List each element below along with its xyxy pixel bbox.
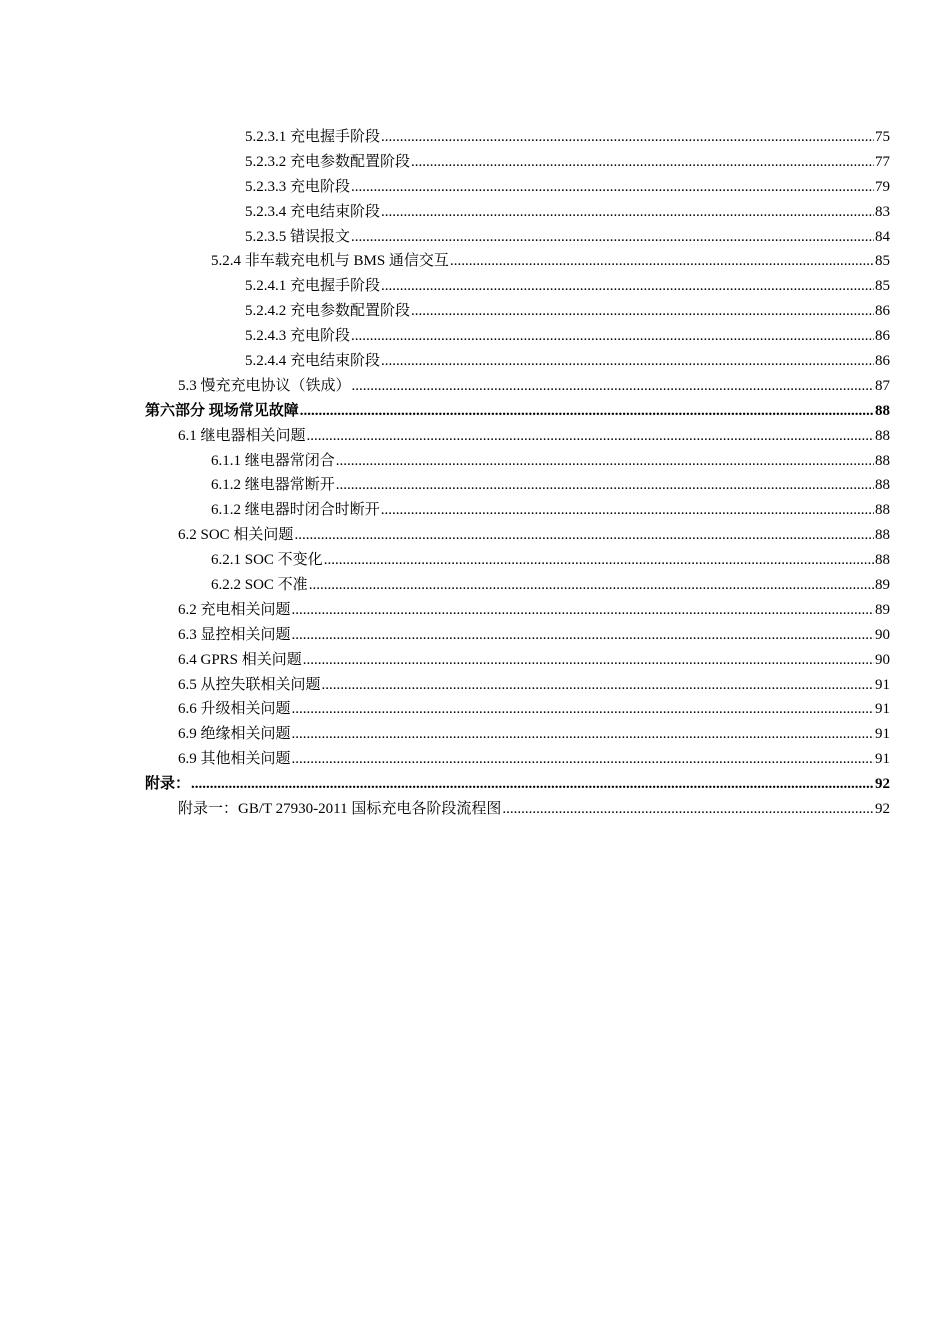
toc-dot-leader [381, 200, 874, 225]
toc-entry-page-number: 88 [875, 527, 890, 544]
toc-entry-title: 6.5 从控失联相关问题 [178, 676, 321, 693]
toc-entry[interactable] [145, 648, 890, 673]
toc-dot-leader [292, 747, 874, 772]
toc-dot-leader [381, 498, 874, 523]
toc-entry[interactable] [145, 399, 890, 424]
toc-dot-leader [324, 548, 874, 573]
toc-entry[interactable] [145, 324, 890, 349]
toc-entry-page-number: 88 [875, 552, 890, 569]
toc-dot-leader [450, 249, 874, 274]
table-of-contents [145, 125, 890, 822]
toc-entry-page-number: 91 [875, 751, 890, 768]
toc-entry[interactable] [145, 424, 890, 449]
toc-entry-page-number: 85 [875, 278, 890, 295]
toc-dot-leader [351, 225, 874, 250]
toc-dot-leader [292, 623, 874, 648]
toc-entry[interactable] [145, 673, 890, 698]
toc-entry[interactable] [145, 772, 890, 797]
toc-entry-page-number: 88 [875, 427, 890, 444]
toc-dot-leader [351, 324, 874, 349]
toc-entry[interactable] [145, 374, 890, 399]
toc-entry[interactable] [145, 225, 890, 250]
toc-entry-page-number: 88 [875, 452, 890, 469]
toc-entry-page-number: 88 [875, 502, 890, 519]
toc-entry[interactable] [145, 150, 890, 175]
toc-entry-page-number: 90 [875, 626, 890, 643]
toc-entry-title: 6.2 充电相关问题 [178, 601, 291, 618]
toc-dot-leader [191, 772, 874, 797]
toc-entry-title: 5.2.3.3 充电阶段 [245, 178, 351, 195]
toc-entry[interactable] [145, 498, 890, 523]
toc-entry-title: 5.2.4.4 充电结束阶段 [245, 353, 381, 370]
toc-entry[interactable] [145, 349, 890, 374]
toc-entry[interactable] [145, 473, 890, 498]
toc-entry-page-number: 88 [875, 402, 890, 419]
toc-entry-title: 5.2.3.5 错误报文 [245, 228, 351, 245]
toc-dot-leader [381, 274, 874, 299]
toc-entry-title: 5.2.4.1 充电握手阶段 [245, 278, 381, 295]
toc-entry-title: 5.2.4 非车载充电机与 BMS 通信交互 [211, 253, 449, 270]
toc-entry-title: 5.2.4.3 充电阶段 [245, 328, 351, 345]
toc-entry-title: 5.2.4.2 充电参数配置阶段 [245, 303, 411, 320]
toc-entry-page-number: 89 [875, 577, 890, 594]
toc-dot-leader [294, 523, 874, 548]
toc-dot-leader [292, 598, 874, 623]
toc-entry[interactable] [145, 125, 890, 150]
toc-entry-page-number: 91 [875, 701, 890, 718]
toc-entry-title: 6.2.1 SOC 不变化 [211, 552, 323, 569]
toc-dot-leader [336, 449, 874, 474]
toc-entry-page-number: 88 [875, 477, 890, 494]
toc-dot-leader [411, 299, 874, 324]
toc-entry-page-number: 75 [875, 129, 890, 145]
toc-entry-title: 5.2.3.4 充电结束阶段 [245, 203, 381, 220]
toc-entry[interactable] [145, 797, 890, 822]
toc-entry-page-number: 91 [875, 676, 890, 693]
toc-entry-title: 6.2.2 SOC 不准 [211, 577, 308, 594]
toc-entry-page-number: 86 [875, 303, 890, 320]
toc-entry[interactable] [145, 449, 890, 474]
toc-entry-page-number: 91 [875, 726, 890, 743]
toc-entry-page-number: 86 [875, 328, 890, 345]
toc-entry-title: 6.2 SOC 相关问题 [178, 527, 294, 544]
toc-entry[interactable] [145, 598, 890, 623]
toc-entry-title: 5.3 慢充充电协议（铁成） [178, 377, 351, 394]
toc-entry-page-number: 92 [875, 776, 890, 793]
toc-entry-page-number: 90 [875, 651, 890, 668]
toc-entry-title: 6.9 其他相关问题 [178, 751, 291, 768]
toc-dot-leader [303, 648, 874, 673]
toc-entry[interactable] [145, 299, 890, 324]
toc-entry-page-number: 85 [875, 253, 890, 270]
toc-entry[interactable] [145, 249, 890, 274]
toc-entry-page-number: 83 [875, 203, 890, 220]
toc-entry-title: 附录一：GB/T 27930-2011 国标充电各阶段流程图 [178, 801, 502, 818]
toc-entry-page-number: 87 [875, 377, 890, 394]
toc-entry[interactable] [145, 274, 890, 299]
toc-dot-leader [411, 150, 874, 175]
toc-entry-title: 6.9 绝缘相关问题 [178, 726, 291, 743]
toc-dot-leader [351, 175, 874, 200]
toc-entry-title: 附录： [145, 776, 191, 793]
toc-entry-title: 5.2.3.1 充电握手阶段 [245, 129, 381, 145]
toc-entry[interactable] [145, 623, 890, 648]
toc-entry[interactable] [145, 697, 890, 722]
toc-entry-title: 6.1.1 继电器常闭合 [211, 452, 335, 469]
toc-entry-title: 6.1.2 继电器时闭合时断开 [211, 502, 380, 519]
toc-entry-page-number: 77 [875, 153, 890, 170]
toc-dot-leader [381, 125, 874, 150]
toc-entry-page-number: 92 [875, 801, 890, 818]
toc-entry[interactable] [145, 722, 890, 747]
toc-entry-title: 6.1 继电器相关问题 [178, 427, 306, 444]
toc-dot-leader [322, 673, 874, 698]
toc-entry[interactable] [145, 523, 890, 548]
toc-entry-title: 5.2.3.2 充电参数配置阶段 [245, 153, 411, 170]
toc-entry-page-number: 86 [875, 353, 890, 370]
toc-dot-leader [292, 722, 874, 747]
toc-dot-leader [352, 374, 874, 399]
toc-entry-page-number: 89 [875, 601, 890, 618]
toc-dot-leader [502, 797, 874, 822]
toc-dot-leader [300, 399, 874, 424]
toc-entry-title: 6.1.2 继电器常断开 [211, 477, 335, 494]
toc-entry-title: 第六部分 现场常见故障 [145, 402, 299, 419]
toc-entry[interactable] [145, 200, 890, 225]
toc-entry-title: 6.3 显控相关问题 [178, 626, 291, 643]
toc-entry[interactable] [145, 548, 890, 573]
toc-entry-title: 6.4 GPRS 相关问题 [178, 651, 302, 668]
toc-dot-leader [336, 473, 874, 498]
toc-entry-page-number: 84 [875, 228, 890, 245]
toc-dot-leader [309, 573, 874, 598]
toc-dot-leader [307, 424, 874, 449]
toc-dot-leader [292, 697, 874, 722]
toc-entry-title: 6.6 升级相关问题 [178, 701, 291, 718]
toc-entry-page-number: 79 [875, 178, 890, 195]
toc-entry[interactable] [145, 747, 890, 772]
toc-dot-leader [381, 349, 874, 374]
toc-entry[interactable] [145, 573, 890, 598]
toc-entry[interactable] [145, 175, 890, 200]
